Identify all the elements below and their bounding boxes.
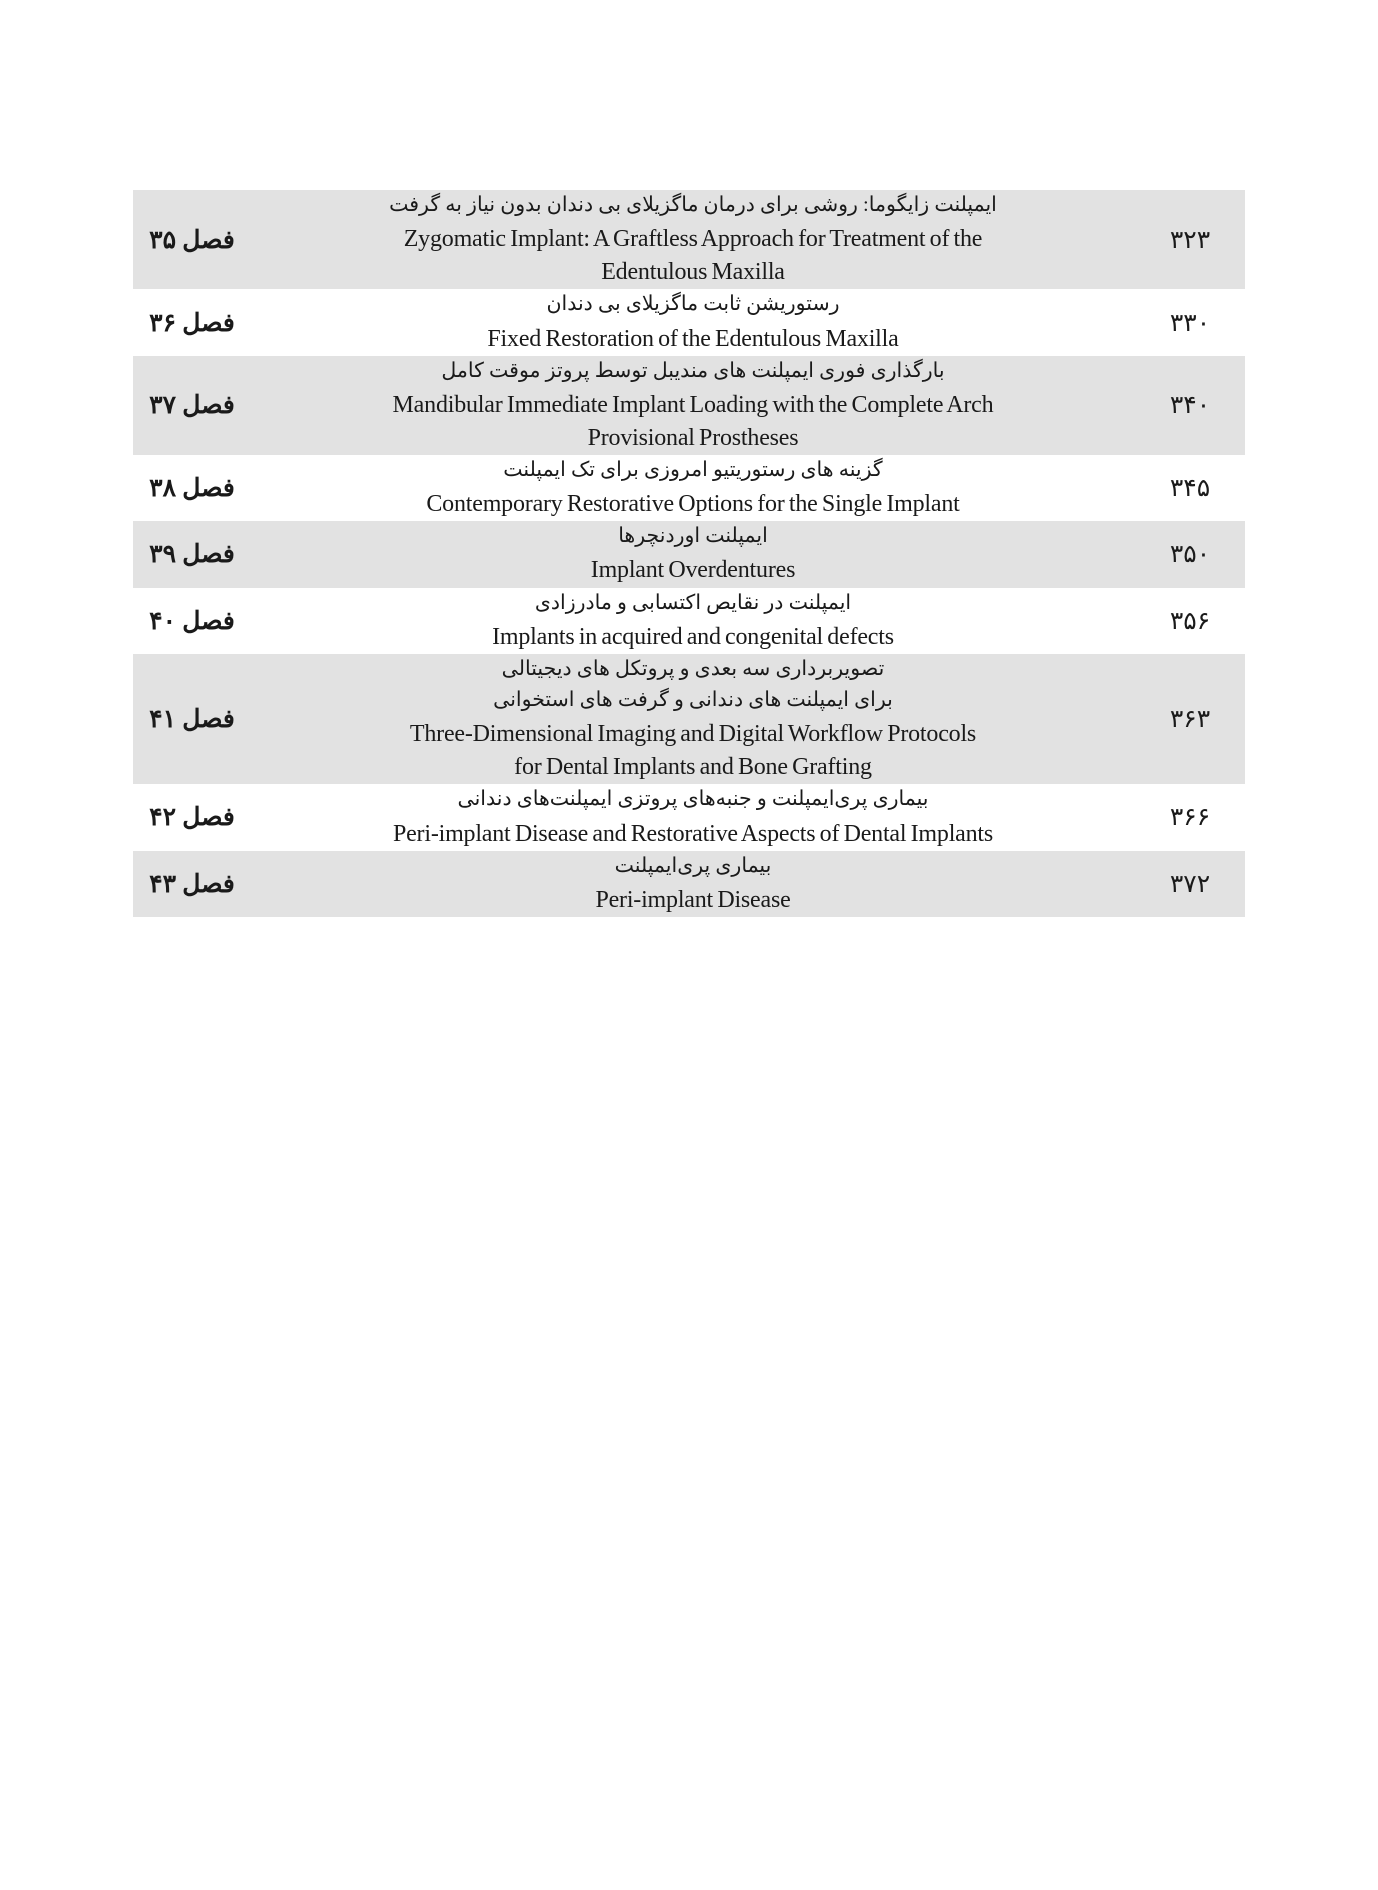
page-number: ۳۵۰ — [1135, 521, 1245, 587]
chapter-label: فصل ۴۰ — [133, 588, 251, 654]
title-line: Implant Overdentures — [590, 557, 796, 584]
title-line: بارگذاری فوری ایمپلنت های مندیبل توسط پروتز موقت کامل — [441, 359, 945, 382]
chapter-label: فصل ۳۷ — [133, 356, 251, 455]
chapter-title — [251, 190, 1135, 289]
chapter-title — [251, 356, 1135, 455]
title-line: برای ایمپلنت های دندانی و گرفت های استخوانی — [493, 688, 893, 711]
table-row — [133, 588, 1245, 654]
title-line: تصویربرداری سه بعدی و پروتکل های دیجیتالی — [501, 657, 885, 680]
title-line: Contemporary Restorative Options for the Single Implant — [426, 491, 960, 518]
chapter-label: فصل ۳۵ — [133, 190, 251, 289]
table-row — [133, 356, 1245, 455]
chapter-title-en — [251, 718, 1135, 784]
title-line: Three-Dimensional Imaging and Digital Workflow Protocols — [409, 721, 977, 748]
title-line: رستوریشن ثابت ماگزیلای بی دندان — [546, 293, 840, 316]
title-line: Implants in acquired and congenital defects — [492, 623, 894, 650]
chapter-title-en — [251, 554, 1135, 587]
table-row — [133, 455, 1245, 521]
chapter-title-fa — [251, 851, 1135, 882]
title-line: بیماری پری‌ایمپلنت — [614, 854, 772, 877]
chapter-title-fa — [251, 654, 1135, 716]
chapter-title-fa — [251, 784, 1135, 815]
chapter-title — [251, 851, 1135, 917]
table-of-contents — [133, 190, 1245, 917]
table-row — [133, 784, 1245, 850]
title-line: Edentulous Maxilla — [601, 259, 785, 286]
page-number: ۳۵۶ — [1135, 588, 1245, 654]
title-line: Peri-implant Disease and Restorative Aspects of Dental Implants — [392, 820, 994, 847]
title-line: گزینه های رستوریتیو امروزی برای تک ایمپلنت — [503, 459, 883, 482]
title-line: ایمپلنت اوردنچرها — [618, 525, 768, 548]
title-line: ایمپلنت در نقایص اکتسابی و مادرزادی — [534, 591, 852, 614]
title-line: ایمپلنت زایگوما: روشی برای درمان ماگزیلای بی دندان بدون نیاز به گرفت — [389, 194, 997, 216]
title-line: Zygomatic Implant: A Graftless Approach for Treatment of the — [403, 226, 983, 253]
chapter-title-fa — [251, 190, 1135, 221]
chapter-title — [251, 289, 1135, 355]
page-number: ۳۳۰ — [1135, 289, 1245, 355]
chapter-title-fa — [251, 521, 1135, 552]
chapter-title — [251, 654, 1135, 785]
page-number: ۳۷۲ — [1135, 851, 1245, 917]
chapter-title-en — [251, 223, 1135, 289]
title-line: for Dental Implants and Bone Grafting — [514, 754, 872, 781]
chapter-title-en — [251, 818, 1135, 851]
page-number: ۳۶۶ — [1135, 784, 1245, 850]
table-row — [133, 521, 1245, 587]
table-row — [133, 190, 1245, 289]
title-line: Peri-implant Disease — [595, 886, 791, 913]
chapter-title — [251, 455, 1135, 521]
chapter-title-en — [251, 884, 1135, 917]
chapter-title-fa — [251, 588, 1135, 619]
chapter-label: فصل ۴۳ — [133, 851, 251, 917]
chapter-title-fa — [251, 356, 1135, 387]
page-number: ۳۴۰ — [1135, 356, 1245, 455]
chapter-title-en — [251, 488, 1135, 521]
chapter-label: فصل ۳۶ — [133, 289, 251, 355]
chapter-label: فصل ۳۸ — [133, 455, 251, 521]
toc-body — [133, 190, 1245, 917]
title-line: Provisional Prostheses — [587, 424, 799, 451]
chapter-title-en — [251, 621, 1135, 654]
title-line: Fixed Restoration of the Edentulous Maxilla — [487, 325, 899, 352]
table-row — [133, 654, 1245, 785]
chapter-title — [251, 588, 1135, 654]
table-row — [133, 851, 1245, 917]
title-line: بیماری پری‌ایمپلنت و جنبه‌های پروتزی ایمپلنت‌های دندانی — [457, 788, 929, 811]
page-number: ۳۴۵ — [1135, 455, 1245, 521]
chapter-title-en — [251, 389, 1135, 455]
chapter-title — [251, 521, 1135, 587]
chapter-title-fa — [251, 289, 1135, 320]
chapter-title-en — [251, 323, 1135, 356]
chapter-label: فصل ۴۲ — [133, 784, 251, 850]
title-line: Mandibular Immediate Implant Loading with the Complete Arch — [392, 391, 994, 418]
chapter-title-fa — [251, 455, 1135, 486]
chapter-label: فصل ۳۹ — [133, 521, 251, 587]
page-number: ۳۶۳ — [1135, 654, 1245, 785]
table-row — [133, 289, 1245, 355]
page-number: ۳۲۳ — [1135, 190, 1245, 289]
chapter-label: فصل ۴۱ — [133, 654, 251, 785]
chapter-title — [251, 784, 1135, 850]
